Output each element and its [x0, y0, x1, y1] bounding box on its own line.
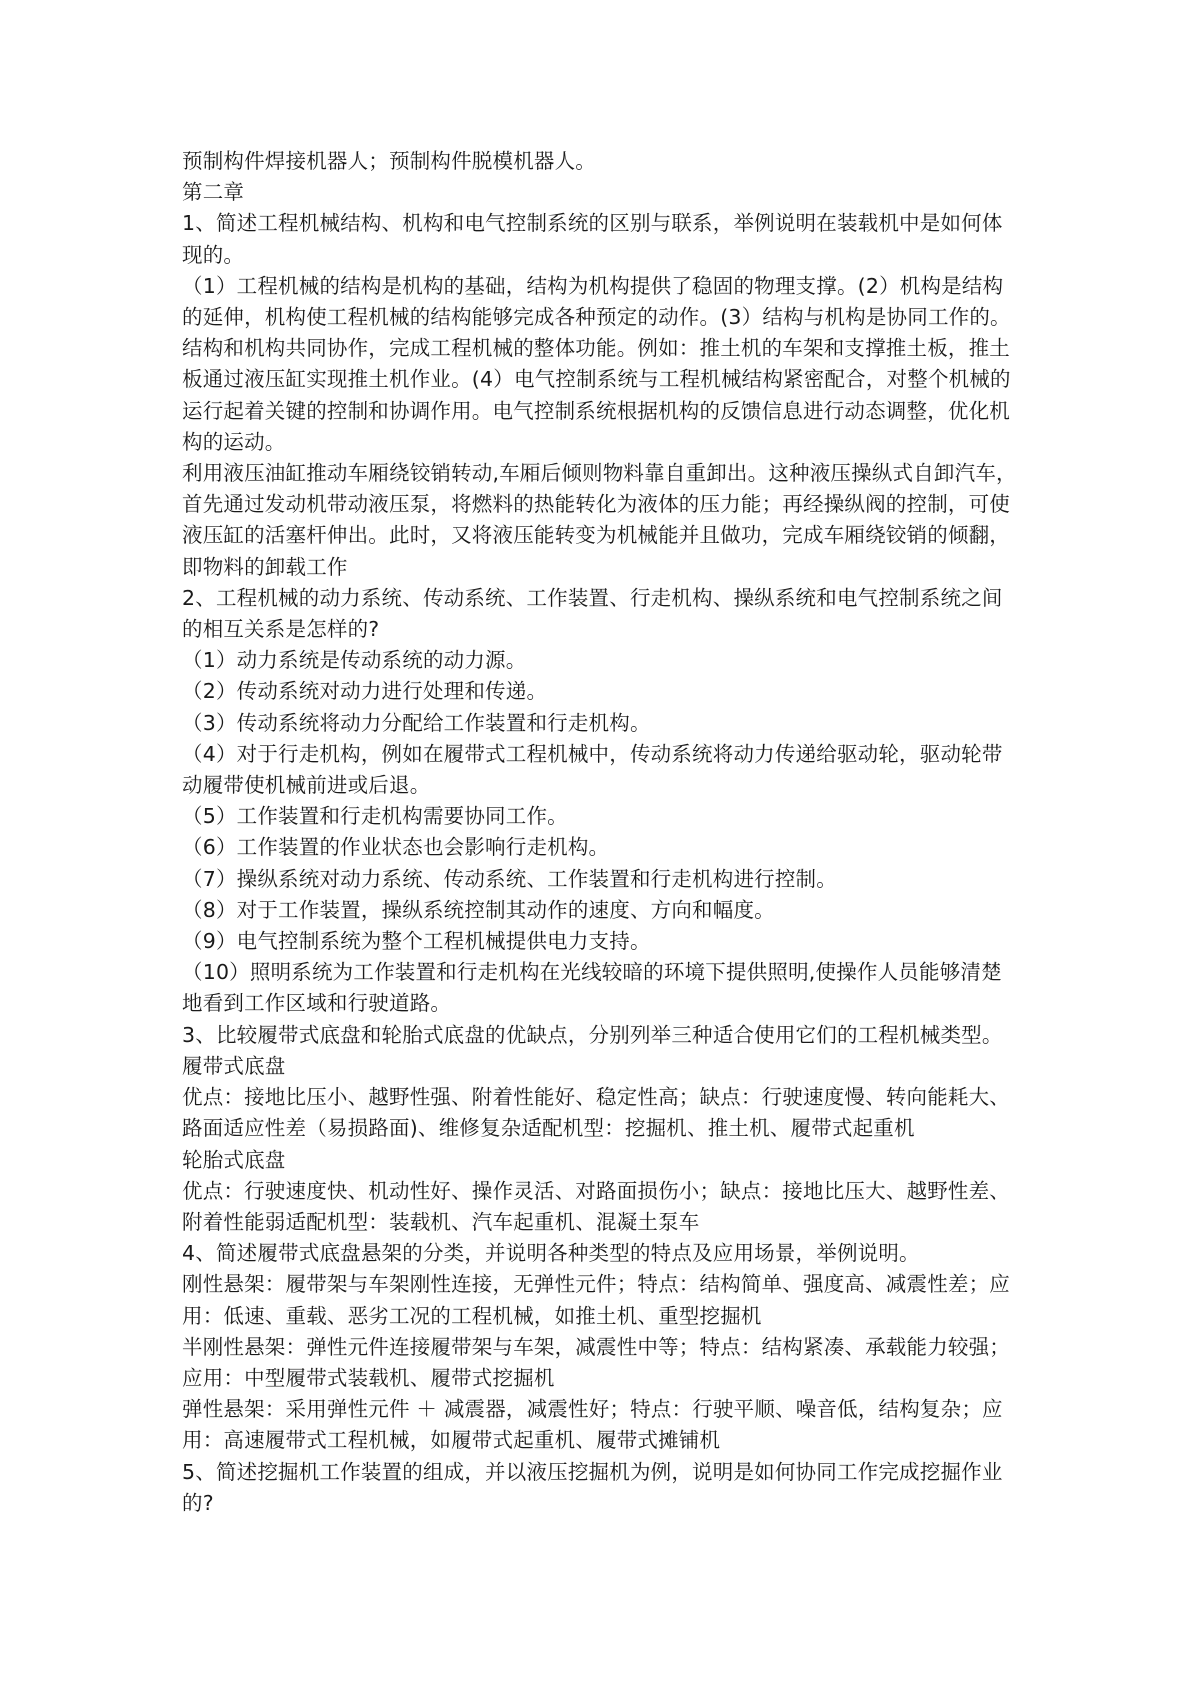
semi-rigid-suspension-text: 半刚性悬架：弹性元件连接履带架与车架，减震性中等；特点：结构紧凑、承载能力较强；应用：中型履带式装载机、履带式挖掘机 [182, 1334, 1010, 1390]
answer-2-item-1: （1）动力系统是传动系统的动力源。 [182, 648, 527, 673]
answer-2-item-8: （8）对于工作装置，操纵系统控制其动作的速度、方向和幅度。 [182, 897, 775, 922]
elastic-suspension-text: 弹性悬架：采用弹性元件 ＋ 减震器，减震性好；特点：行驶平顺、噪音低，结构复杂；应用：高速履带式工程机械，如履带式起重机、履带式摊铺机 [182, 1397, 1003, 1453]
answer-2-item-3: （3）传动系统将动力分配给工作装置和行走机构。 [182, 710, 651, 735]
tire-chassis-heading: 轮胎式底盘 [182, 1147, 286, 1172]
answer-2-item-4: （4）对于行走机构，例如在履带式工程机械中，传动系统将动力传递给驱动轮，驱动轮带动履带使机械前进或后退。 [182, 741, 1003, 798]
answer-2-item-7: （7）操纵系统对动力系统、传动系统、工作装置和行走机构进行控制。 [182, 866, 837, 891]
answer-2-item-9: （9）电气控制系统为整个工程机械提供电力支持。 [182, 929, 651, 954]
question-3: 3、比较履带式底盘和轮胎式底盘的优缺点，分别列举三种适合使用它们的工程机械类型。 [182, 1022, 1003, 1047]
answer-1-part-2: 利用液压油缸推动车厢绕铰销转动,车厢后倾则物料靠自重卸出。这种液压操纵式自卸汽车，首先通过发动机带动液压泵，将燃料的热能转化为液体的压力能；再经操纵阀的控制，可使液压缸的活塞杆伸出。此时，又将液压能转变为机械能并且做功，完成车厢绕铰销的倾翻，即物料的卸载工作 [182, 461, 1017, 579]
crawler-chassis-heading: 履带式底盘 [182, 1053, 286, 1078]
answer-2-item-6: （6）工作装置的作业状态也会影响行走机构。 [182, 835, 610, 860]
document-body [182, 146, 1018, 1519]
chapter-heading: 第二章 [182, 180, 245, 205]
crawler-chassis-text: 优点：接地比压小、越野性强、附着性能好、稳定性高；缺点：行驶速度慢、转向能耗大、路面适应性差（易损路面)、维修复杂适配机型：挖掘机、推土机、履带式起重机 [182, 1085, 1010, 1141]
answer-2-item-5: （5）工作装置和行走机构需要协同工作。 [182, 804, 568, 829]
rigid-suspension-text: 刚性悬架：履带架与车架刚性连接，无弹性元件；特点：结构简单、强度高、减震性差；应用：低速、重载、恶劣工况的工程机械，如推土机、重型挖掘机 [182, 1272, 1010, 1328]
answer-2-item-10: （10）照明系统为工作装置和行走机构在光线较暗的环境下提供照明,使操作人员能够清楚地看到工作区域和行驶道路。 [182, 960, 1002, 1016]
paragraph-robots: 预制构件焊接机器人；预制构件脱模机器人。 [182, 149, 596, 173]
question-5: 5、简述挖掘机工作装置的组成，并以液压挖掘机为例，说明是如何协同工作完成挖掘作业的? [182, 1459, 1003, 1515]
tire-chassis-text: 优点：行驶速度快、机动性好、操作灵活、对路面损伤小；缺点：接地比压大、越野性差、附着性能弱适配机型：装载机、汽车起重机、混凝土泵车 [182, 1178, 1010, 1234]
answer-2-item-2: （2）传动系统对动力进行处理和传递。 [182, 679, 548, 704]
question-2: 2、工程机械的动力系统、传动系统、工作装置、行走机构、操纵系统和电气控制系统之间的相互关系是怎样的? [182, 585, 1003, 642]
question-4: 4、简述履带式底盘悬架的分类，并说明各种类型的特点及应用场景，举例说明。 [182, 1241, 920, 1266]
question-1: 1、简述工程机械结构、机构和电气控制系统的区别与联系，举例说明在装载机中是如何体现的。 [182, 211, 1003, 267]
answer-1-part-1: （1）工程机械的结构是机构的基础，结构为机构提供了稳固的物理支撑。(2）机构是结构的延伸，机构使工程机械的结构能够完成各种预定的动作。(3）结构与机构是协同工作的。结构和机构共同协作，完成工程机械的整体功能。例如：推土机的车架和支撑推土板，推土板通过液压缸实现推土机作业。(4）电气控制系统与工程机械结构紧密配合，对整个机械的运行起着关键的控制和协调作用。电气控制系统根据机构的反馈信息进行动态调整，优化机构的运动。 [182, 273, 1011, 454]
